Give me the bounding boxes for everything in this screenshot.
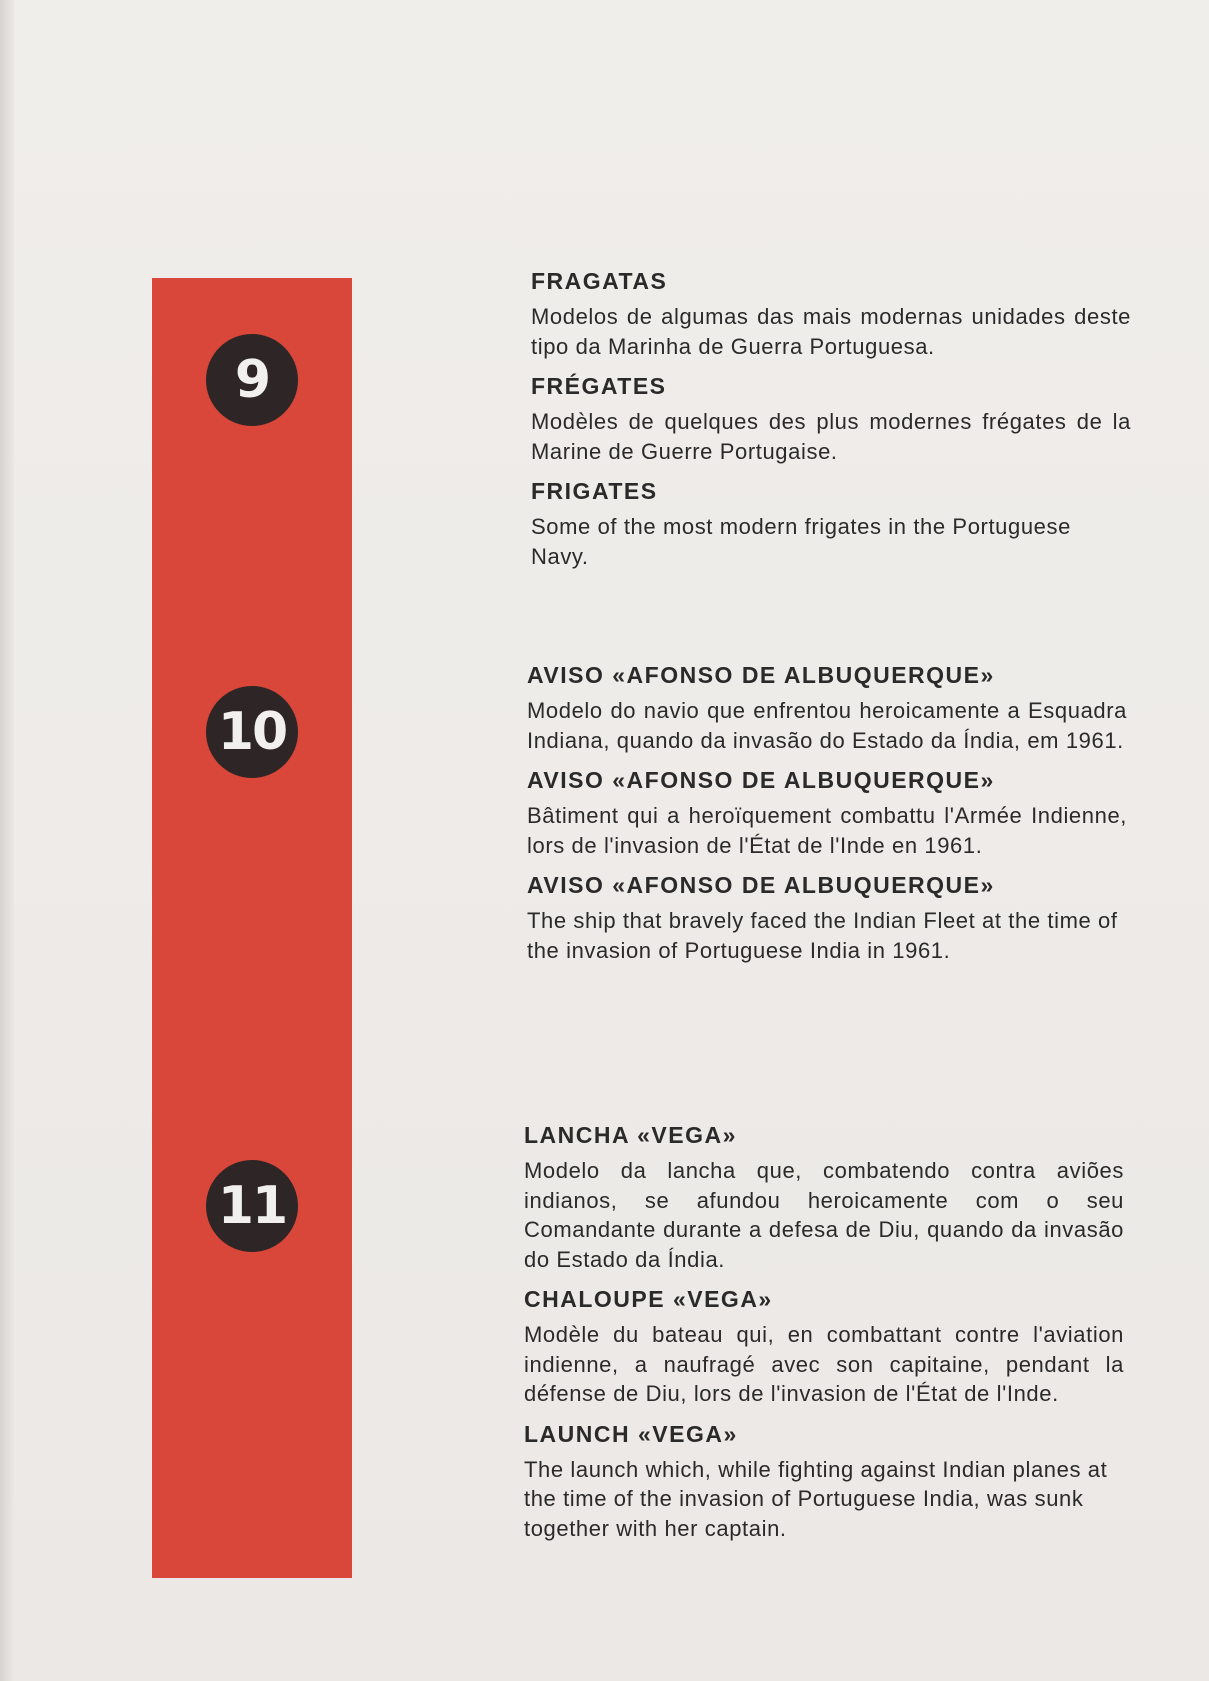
text-portuguese: Modelos de algumas das mais modernas unidades deste tipo da Marinha de Guerra Portuguesa. [531,304,1131,359]
heading-english: FRIGATES [531,478,658,504]
text-english: The launch which, while fighting against Indian planes at the time of the invasion of Portuguese India, was sunk together with her captain. [524,1456,1108,1541]
section-frigates [531,266,1131,581]
section-number: 9 [234,350,270,410]
heading-french: AVISO «AFONSO DE ALBUQUERQUE» [527,767,995,793]
text-portuguese: Modelo da lancha que, combatendo contra aviões indianos, se afundou heroicamente com o seu Comandante durante a defesa de Diu, quando da invasão do Estado da Índia. [524,1158,1124,1272]
section-number-badge-10 [206,686,298,778]
page-edge-shadow [0,0,14,1681]
heading-portuguese: LANCHA «VEGA» [524,1122,737,1148]
heading-french: CHALOUPE «VEGA» [524,1286,773,1312]
section-lancha-vega [524,1120,1124,1553]
section-number-badge-9 [206,334,298,426]
section-number: 10 [217,702,287,762]
heading-english: AVISO «AFONSO DE ALBUQUERQUE» [527,872,995,898]
text-english: The ship that bravely faced the Indian Fleet at the time of the invasion of Portuguese India in 1961. [527,908,1118,963]
section-number: 11 [217,1176,287,1236]
heading-portuguese: AVISO «AFONSO DE ALBUQUERQUE» [527,662,995,688]
text-portuguese: Modelo do navio que enfrentou heroicamente a Esquadra Indiana, quando da invasão do Estado da Índia, em 1961. [527,698,1127,753]
section-number-badge-11 [206,1160,298,1252]
text-french: Bâtiment qui a heroïquement combattu l'Armée Indienne, lors de l'invasion de l'État de l'Inde en 1961. [527,803,1127,858]
text-french: Modèles de quelques des plus modernes frégates de la Marine de Guerre Portugaise. [531,409,1131,464]
section-aviso-afonso [527,660,1127,975]
heading-english: LAUNCH «VEGA» [524,1420,738,1447]
red-side-band [152,278,352,1578]
heading-portuguese: FRAGATAS [531,268,668,294]
text-english: Some of the most modern frigates in the Portuguese Navy. [531,514,1071,569]
heading-french: FRÉGATES [531,373,667,399]
text-french: Modèle du bateau qui, en combattant contre l'aviation indienne, a naufragé avec son capitaine, pendant la défense de Diu, lors de l'invasion de l'État de l'Inde. [524,1322,1124,1406]
